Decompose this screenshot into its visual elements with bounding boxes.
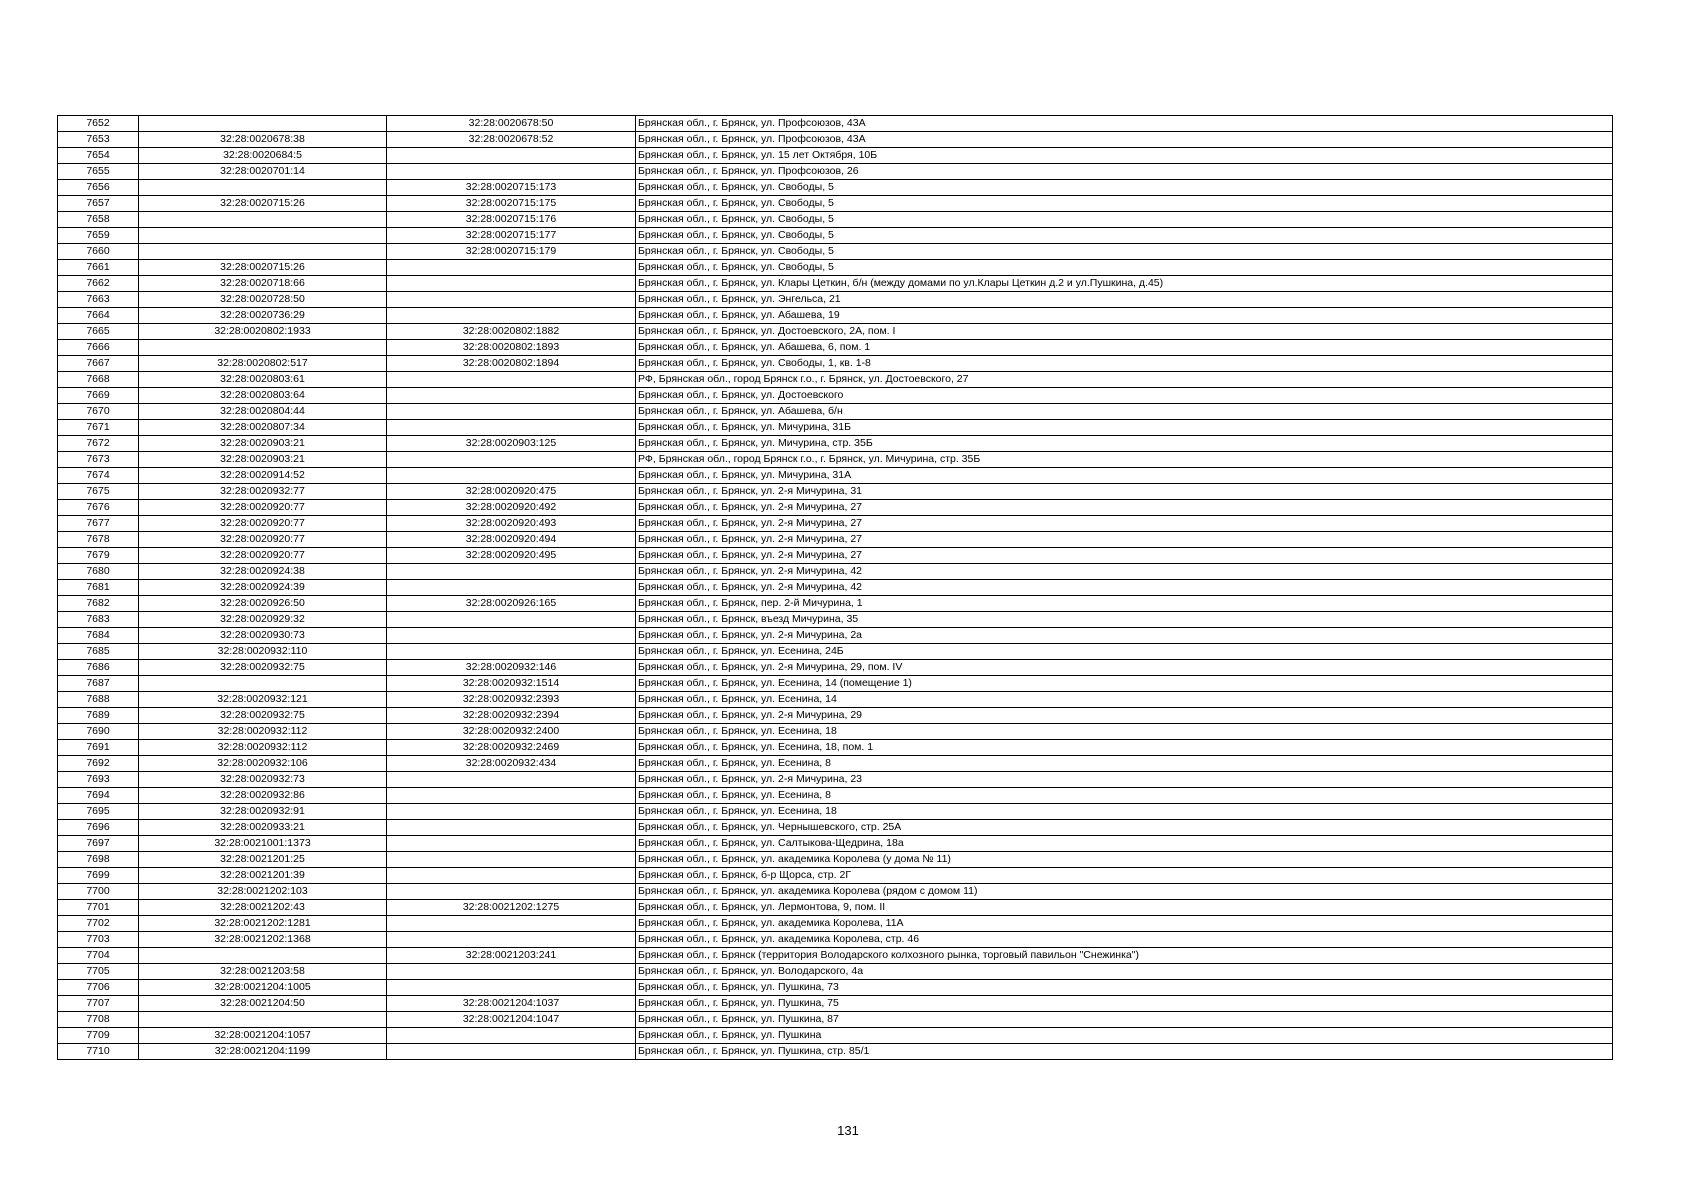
- object-cadastral-number-cell: 32:28:0020932:2393: [387, 692, 636, 708]
- address-cell: Брянская обл., г. Брянск, ул. Профсоюзов, 43А: [636, 132, 1613, 148]
- table-row: [58, 484, 1613, 500]
- cadastral-number-cell: [139, 244, 387, 260]
- cadastral-number-cell: 32:28:0021204:50: [139, 996, 387, 1012]
- table-row: [58, 692, 1613, 708]
- row-number-cell: 7685: [58, 644, 139, 660]
- table-row: [58, 228, 1613, 244]
- cadastral-number-cell: 32:28:0020804:44: [139, 404, 387, 420]
- row-number-cell: 7655: [58, 164, 139, 180]
- address-cell: Брянская обл., г. Брянск, ул. 2-я Мичурина, 27: [636, 516, 1613, 532]
- row-number-cell: 7690: [58, 724, 139, 740]
- table-row: [58, 420, 1613, 436]
- object-cadastral-number-cell: 32:28:0020932:2469: [387, 740, 636, 756]
- object-cadastral-number-cell: 32:28:0020802:1893: [387, 340, 636, 356]
- table-row: [58, 788, 1613, 804]
- row-number-cell: 7689: [58, 708, 139, 724]
- row-number-cell: 7710: [58, 1044, 139, 1060]
- object-cadastral-number-cell: [387, 580, 636, 596]
- cadastral-number-cell: 32:28:0020903:21: [139, 436, 387, 452]
- address-cell: Брянская обл., г. Брянск, ул. Пушкина, 73: [636, 980, 1613, 996]
- row-number-cell: 7684: [58, 628, 139, 644]
- address-cell: Брянская обл., г. Брянск, ул. Есенина, 8: [636, 788, 1613, 804]
- address-cell: Брянская обл., г. Брянск, ул. Салтыкова-Щедрина, 18а: [636, 836, 1613, 852]
- address-cell: Брянская обл., г. Брянск, ул. Есенина, 24Б: [636, 644, 1613, 660]
- row-number-cell: 7678: [58, 532, 139, 548]
- address-cell: Брянская обл., г. Брянск, ул. Достоевского: [636, 388, 1613, 404]
- row-number-cell: 7652: [58, 116, 139, 132]
- row-number-cell: 7677: [58, 516, 139, 532]
- table-row: [58, 308, 1613, 324]
- address-cell: Брянская обл., г. Брянск, ул. Чернышевского, стр. 25А: [636, 820, 1613, 836]
- table-row: [58, 180, 1613, 196]
- table-row: [58, 324, 1613, 340]
- row-number-cell: 7666: [58, 340, 139, 356]
- row-number-cell: 7686: [58, 660, 139, 676]
- cadastral-number-cell: 32:28:0021204:1005: [139, 980, 387, 996]
- table-row: [58, 132, 1613, 148]
- address-cell: Брянская обл., г. Брянск, ул. Пушкина: [636, 1028, 1613, 1044]
- cadastral-number-cell: 32:28:0020932:91: [139, 804, 387, 820]
- cadastral-number-cell: 32:28:0020715:26: [139, 196, 387, 212]
- table-row: [58, 340, 1613, 356]
- object-cadastral-number-cell: [387, 420, 636, 436]
- table-row: [58, 580, 1613, 596]
- table-row: [58, 708, 1613, 724]
- cadastral-number-cell: 32:28:0021204:1057: [139, 1028, 387, 1044]
- row-number-cell: 7663: [58, 292, 139, 308]
- object-cadastral-number-cell: 32:28:0020932:2400: [387, 724, 636, 740]
- cadastral-number-cell: [139, 676, 387, 692]
- table-row: [58, 532, 1613, 548]
- address-cell: Брянская обл., г. Брянск, ул. Есенина, 14: [636, 692, 1613, 708]
- cadastral-number-cell: 32:28:0021201:39: [139, 868, 387, 884]
- row-number-cell: 7699: [58, 868, 139, 884]
- table-row: [58, 740, 1613, 756]
- table-row: [58, 1044, 1613, 1060]
- address-cell: Брянская обл., г. Брянск, ул. Профсоюзов, 43А: [636, 116, 1613, 132]
- cadastral-number-cell: 32:28:0021201:25: [139, 852, 387, 868]
- cadastral-number-cell: 32:28:0020807:34: [139, 420, 387, 436]
- address-cell: Брянская обл., г. Брянск, ул. 2-я Мичурина, 29, пом. IV: [636, 660, 1613, 676]
- object-cadastral-number-cell: 32:28:0020932:146: [387, 660, 636, 676]
- table-row: [58, 660, 1613, 676]
- address-cell: Брянская обл., г. Брянск, ул. Абашева, 6, пом. 1: [636, 340, 1613, 356]
- row-number-cell: 7659: [58, 228, 139, 244]
- object-cadastral-number-cell: [387, 868, 636, 884]
- cadastral-number-cell: 32:28:0020684:5: [139, 148, 387, 164]
- address-cell: РФ, Брянская обл., город Брянск г.о., г. Брянск, ул. Достоевского, 27: [636, 372, 1613, 388]
- object-cadastral-number-cell: 32:28:0020920:495: [387, 548, 636, 564]
- row-number-cell: 7672: [58, 436, 139, 452]
- object-cadastral-number-cell: [387, 804, 636, 820]
- object-cadastral-number-cell: 32:28:0021204:1047: [387, 1012, 636, 1028]
- object-cadastral-number-cell: [387, 1044, 636, 1060]
- row-number-cell: 7700: [58, 884, 139, 900]
- cadastral-number-cell: 32:28:0020932:110: [139, 644, 387, 660]
- table-row: [58, 628, 1613, 644]
- table-row: [58, 276, 1613, 292]
- cadastral-number-cell: 32:28:0021204:1199: [139, 1044, 387, 1060]
- address-cell: Брянская обл., г. Брянск, ул. академика Королева, 11А: [636, 916, 1613, 932]
- object-cadastral-number-cell: [387, 564, 636, 580]
- cadastral-number-cell: 32:28:0021001:1373: [139, 836, 387, 852]
- table-row: [58, 1028, 1613, 1044]
- object-cadastral-number-cell: [387, 276, 636, 292]
- object-cadastral-number-cell: [387, 612, 636, 628]
- address-cell: Брянская обл., г. Брянск, ул. Есенина, 18, пом. 1: [636, 740, 1613, 756]
- object-cadastral-number-cell: 32:28:0021203:241: [387, 948, 636, 964]
- address-cell: Брянская обл., г. Брянск, ул. 2-я Мичурина, 27: [636, 548, 1613, 564]
- row-number-cell: 7670: [58, 404, 139, 420]
- table-row: [58, 212, 1613, 228]
- cadastral-number-cell: 32:28:0020678:38: [139, 132, 387, 148]
- table-body: [58, 116, 1613, 1060]
- object-cadastral-number-cell: [387, 308, 636, 324]
- cadastral-number-cell: [139, 340, 387, 356]
- cadastral-number-cell: 32:28:0021202:1281: [139, 916, 387, 932]
- row-number-cell: 7691: [58, 740, 139, 756]
- address-cell: Брянская обл., г. Брянск, ул. Свободы, 5: [636, 196, 1613, 212]
- row-number-cell: 7697: [58, 836, 139, 852]
- object-cadastral-number-cell: 32:28:0020920:475: [387, 484, 636, 500]
- table-row: [58, 932, 1613, 948]
- object-cadastral-number-cell: [387, 164, 636, 180]
- row-number-cell: 7695: [58, 804, 139, 820]
- row-number-cell: 7706: [58, 980, 139, 996]
- table-row: [58, 196, 1613, 212]
- row-number-cell: 7707: [58, 996, 139, 1012]
- cadastral-number-cell: 32:28:0020932:112: [139, 740, 387, 756]
- cadastral-number-cell: 32:28:0020932:86: [139, 788, 387, 804]
- row-number-cell: 7664: [58, 308, 139, 324]
- row-number-cell: 7698: [58, 852, 139, 868]
- object-cadastral-number-cell: [387, 372, 636, 388]
- address-cell: Брянская обл., г. Брянск, ул. Есенина, 14 (помещение 1): [636, 676, 1613, 692]
- address-cell: Брянская обл., г. Брянск, ул. Володарского, 4а: [636, 964, 1613, 980]
- address-cell: Брянская обл., г. Брянск, пер. 2-й Мичурина, 1: [636, 596, 1613, 612]
- cadastral-number-cell: 32:28:0020701:14: [139, 164, 387, 180]
- cadastral-number-cell: 32:28:0020932:73: [139, 772, 387, 788]
- table-row: [58, 452, 1613, 468]
- address-cell: Брянская обл., г. Брянск, ул. Профсоюзов, 26: [636, 164, 1613, 180]
- row-number-cell: 7667: [58, 356, 139, 372]
- row-number-cell: 7708: [58, 1012, 139, 1028]
- cadastral-number-cell: 32:28:0020718:66: [139, 276, 387, 292]
- object-cadastral-number-cell: 32:28:0020715:173: [387, 180, 636, 196]
- address-cell: Брянская обл., г. Брянск, ул. 2-я Мичурина, 2а: [636, 628, 1613, 644]
- address-cell: Брянская обл., г. Брянск, ул. 2-я Мичурина, 29: [636, 708, 1613, 724]
- object-cadastral-number-cell: [387, 932, 636, 948]
- address-cell: Брянская обл., г. Брянск, ул. 2-я Мичурина, 42: [636, 580, 1613, 596]
- address-cell: Брянская обл., г. Брянск, ул. Есенина, 18: [636, 724, 1613, 740]
- row-number-cell: 7702: [58, 916, 139, 932]
- table-row: [58, 980, 1613, 996]
- address-cell: Брянская обл., г. Брянск, б-р Щорса, стр. 2Г: [636, 868, 1613, 884]
- object-cadastral-number-cell: [387, 1028, 636, 1044]
- row-number-cell: 7676: [58, 500, 139, 516]
- address-cell: Брянская обл., г. Брянск, въезд Мичурина, 35: [636, 612, 1613, 628]
- table-row: [58, 372, 1613, 388]
- table-row: [58, 404, 1613, 420]
- cadastral-number-cell: 32:28:0020932:121: [139, 692, 387, 708]
- row-number-cell: 7682: [58, 596, 139, 612]
- table-row: [58, 772, 1613, 788]
- address-cell: Брянская обл., г. Брянск, ул. 2-я Мичурина, 23: [636, 772, 1613, 788]
- row-number-cell: 7704: [58, 948, 139, 964]
- object-cadastral-number-cell: [387, 148, 636, 164]
- table-row: [58, 996, 1613, 1012]
- cadastral-number-cell: 32:28:0020903:21: [139, 452, 387, 468]
- row-number-cell: 7669: [58, 388, 139, 404]
- row-number-cell: 7681: [58, 580, 139, 596]
- table-row: [58, 388, 1613, 404]
- cadastral-number-cell: [139, 212, 387, 228]
- cadastral-number-cell: 32:28:0020802:517: [139, 356, 387, 372]
- cadastral-number-cell: [139, 948, 387, 964]
- cadastral-number-cell: 32:28:0020932:75: [139, 708, 387, 724]
- address-cell: Брянская обл., г. Брянск, ул. Энгельса, 21: [636, 292, 1613, 308]
- row-number-cell: 7683: [58, 612, 139, 628]
- cadastral-number-cell: [139, 1012, 387, 1028]
- table-row: [58, 548, 1613, 564]
- cadastral-number-cell: 32:28:0020736:29: [139, 308, 387, 324]
- cadastral-number-cell: 32:28:0020932:112: [139, 724, 387, 740]
- object-cadastral-number-cell: 32:28:0020903:125: [387, 436, 636, 452]
- table-row: [58, 468, 1613, 484]
- cadastral-number-cell: [139, 116, 387, 132]
- address-cell: Брянская обл., г. Брянск, ул. Клары Цеткин, б/н (между домами по ул.Клары Цеткин д.2 и ул.Пушкина, д.45): [636, 276, 1613, 292]
- row-number-cell: 7692: [58, 756, 139, 772]
- address-cell: Брянская обл., г. Брянск (территория Володарского колхозного рынка, торговый павильон "Снежинка"): [636, 948, 1613, 964]
- object-cadastral-number-cell: 32:28:0020715:179: [387, 244, 636, 260]
- row-number-cell: 7675: [58, 484, 139, 500]
- cadastral-number-cell: 32:28:0021202:1368: [139, 932, 387, 948]
- page-number: 131: [837, 1123, 859, 1138]
- cadastral-number-cell: [139, 180, 387, 196]
- table-row: [58, 964, 1613, 980]
- cadastral-number-cell: 32:28:0021203:58: [139, 964, 387, 980]
- address-cell: Брянская обл., г. Брянск, ул. академика Королева, стр. 46: [636, 932, 1613, 948]
- object-cadastral-number-cell: 32:28:0020932:1514: [387, 676, 636, 692]
- object-cadastral-number-cell: [387, 388, 636, 404]
- address-cell: Брянская обл., г. Брянск, ул. Пушкина, стр. 85/1: [636, 1044, 1613, 1060]
- object-cadastral-number-cell: [387, 964, 636, 980]
- cadastral-number-cell: 32:28:0021202:43: [139, 900, 387, 916]
- object-cadastral-number-cell: 32:28:0020678:52: [387, 132, 636, 148]
- table-row: [58, 500, 1613, 516]
- address-cell: Брянская обл., г. Брянск, ул. 2-я Мичурина, 31: [636, 484, 1613, 500]
- cadastral-number-cell: 32:28:0020930:73: [139, 628, 387, 644]
- cadastral-number-cell: 32:28:0020929:32: [139, 612, 387, 628]
- table-row: [58, 564, 1613, 580]
- address-cell: Брянская обл., г. Брянск, ул. Свободы, 5: [636, 212, 1613, 228]
- row-number-cell: 7705: [58, 964, 139, 980]
- address-cell: Брянская обл., г. Брянск, ул. Мичурина, стр. 35Б: [636, 436, 1613, 452]
- row-number-cell: 7662: [58, 276, 139, 292]
- table-row: [58, 836, 1613, 852]
- object-cadastral-number-cell: 32:28:0020932:2394: [387, 708, 636, 724]
- cadastral-number-cell: 32:28:0020933:21: [139, 820, 387, 836]
- cadastral-number-cell: 32:28:0020920:77: [139, 532, 387, 548]
- address-cell: Брянская обл., г. Брянск, ул. 2-я Мичурина, 27: [636, 532, 1613, 548]
- table-row: [58, 356, 1613, 372]
- row-number-cell: 7674: [58, 468, 139, 484]
- object-cadastral-number-cell: [387, 468, 636, 484]
- address-cell: Брянская обл., г. Брянск, ул. Достоевского, 2А, пом. I: [636, 324, 1613, 340]
- address-cell: Брянская обл., г. Брянск, ул. Есенина, 8: [636, 756, 1613, 772]
- row-number-cell: 7665: [58, 324, 139, 340]
- address-cell: Брянская обл., г. Брянск, ул. 15 лет Октября, 10Б: [636, 148, 1613, 164]
- table-row: [58, 596, 1613, 612]
- row-number-cell: 7680: [58, 564, 139, 580]
- object-cadastral-number-cell: 32:28:0020920:492: [387, 500, 636, 516]
- object-cadastral-number-cell: [387, 404, 636, 420]
- row-number-cell: 7657: [58, 196, 139, 212]
- table-row: [58, 612, 1613, 628]
- object-cadastral-number-cell: [387, 884, 636, 900]
- address-cell: Брянская обл., г. Брянск, ул. Лермонтова, 9, пом. II: [636, 900, 1613, 916]
- table-row: [58, 820, 1613, 836]
- table-row: [58, 852, 1613, 868]
- table-row: [58, 884, 1613, 900]
- table-row: [58, 244, 1613, 260]
- cadastral-number-cell: 32:28:0021202:103: [139, 884, 387, 900]
- address-cell: Брянская обл., г. Брянск, ул. Свободы, 1, кв. 1-8: [636, 356, 1613, 372]
- row-number-cell: 7688: [58, 692, 139, 708]
- object-cadastral-number-cell: [387, 980, 636, 996]
- table-row: [58, 900, 1613, 916]
- address-cell: Брянская обл., г. Брянск, ул. Пушкина, 87: [636, 1012, 1613, 1028]
- row-number-cell: 7658: [58, 212, 139, 228]
- object-cadastral-number-cell: [387, 260, 636, 276]
- cadastral-number-cell: 32:28:0020715:26: [139, 260, 387, 276]
- cadastral-number-cell: 32:28:0020932:75: [139, 660, 387, 676]
- table-row: [58, 164, 1613, 180]
- address-cell: Брянская обл., г. Брянск, ул. академика Королева (рядом с домом 11): [636, 884, 1613, 900]
- cadastral-number-cell: 32:28:0020920:77: [139, 548, 387, 564]
- row-number-cell: 7671: [58, 420, 139, 436]
- row-number-cell: 7661: [58, 260, 139, 276]
- row-number-cell: 7673: [58, 452, 139, 468]
- row-number-cell: 7656: [58, 180, 139, 196]
- row-number-cell: 7687: [58, 676, 139, 692]
- cadastral-number-cell: 32:28:0020914:52: [139, 468, 387, 484]
- row-number-cell: 7654: [58, 148, 139, 164]
- object-cadastral-number-cell: 32:28:0020715:177: [387, 228, 636, 244]
- row-number-cell: 7668: [58, 372, 139, 388]
- address-cell: Брянская обл., г. Брянск, ул. Свободы, 5: [636, 244, 1613, 260]
- cadastral-number-cell: 32:28:0020926:50: [139, 596, 387, 612]
- cadastral-number-cell: 32:28:0020802:1933: [139, 324, 387, 340]
- table-row: [58, 436, 1613, 452]
- object-cadastral-number-cell: 32:28:0020715:175: [387, 196, 636, 212]
- row-number-cell: 7703: [58, 932, 139, 948]
- cadastral-number-cell: 32:28:0020920:77: [139, 516, 387, 532]
- table-row: [58, 516, 1613, 532]
- address-cell: Брянская обл., г. Брянск, ул. Абашева, 19: [636, 308, 1613, 324]
- cadastral-number-cell: 32:28:0020728:50: [139, 292, 387, 308]
- cadastral-number-cell: 32:28:0020920:77: [139, 500, 387, 516]
- row-number-cell: 7709: [58, 1028, 139, 1044]
- row-number-cell: 7696: [58, 820, 139, 836]
- table-row: [58, 260, 1613, 276]
- address-cell: Брянская обл., г. Брянск, ул. Пушкина, 75: [636, 996, 1613, 1012]
- cadastral-number-cell: 32:28:0020803:64: [139, 388, 387, 404]
- object-cadastral-number-cell: 32:28:0020926:165: [387, 596, 636, 612]
- object-cadastral-number-cell: 32:28:0021202:1275: [387, 900, 636, 916]
- table-row: [58, 1012, 1613, 1028]
- table-row: [58, 916, 1613, 932]
- address-cell: Брянская обл., г. Брянск, ул. Есенина, 18: [636, 804, 1613, 820]
- table-row: [58, 948, 1613, 964]
- object-cadastral-number-cell: 32:28:0020920:493: [387, 516, 636, 532]
- object-cadastral-number-cell: 32:28:0020802:1894: [387, 356, 636, 372]
- cadastral-number-cell: 32:28:0020803:61: [139, 372, 387, 388]
- table-row: [58, 644, 1613, 660]
- object-cadastral-number-cell: 32:28:0020715:176: [387, 212, 636, 228]
- table-row: [58, 676, 1613, 692]
- row-number-cell: 7701: [58, 900, 139, 916]
- cadastral-number-cell: 32:28:0020924:39: [139, 580, 387, 596]
- address-cell: Брянская обл., г. Брянск, ул. Абашева, б/н: [636, 404, 1613, 420]
- address-cell: Брянская обл., г. Брянск, ул. Мичурина, 31Б: [636, 420, 1613, 436]
- row-number-cell: 7653: [58, 132, 139, 148]
- object-cadastral-number-cell: [387, 292, 636, 308]
- table-row: [58, 116, 1613, 132]
- object-cadastral-number-cell: [387, 644, 636, 660]
- object-cadastral-number-cell: 32:28:0020802:1882: [387, 324, 636, 340]
- table-row: [58, 148, 1613, 164]
- row-number-cell: 7679: [58, 548, 139, 564]
- object-cadastral-number-cell: [387, 836, 636, 852]
- table-row: [58, 804, 1613, 820]
- address-cell: Брянская обл., г. Брянск, ул. 2-я Мичурина, 42: [636, 564, 1613, 580]
- property-table: [57, 115, 1613, 1060]
- object-cadastral-number-cell: [387, 852, 636, 868]
- row-number-cell: 7694: [58, 788, 139, 804]
- address-cell: Брянская обл., г. Брянск, ул. Мичурина, 31А: [636, 468, 1613, 484]
- address-cell: Брянская обл., г. Брянск, ул. Свободы, 5: [636, 180, 1613, 196]
- address-cell: РФ, Брянская обл., город Брянск г.о., г. Брянск, ул. Мичурина, стр. 35Б: [636, 452, 1613, 468]
- object-cadastral-number-cell: [387, 788, 636, 804]
- address-cell: Брянская обл., г. Брянск, ул. Свободы, 5: [636, 260, 1613, 276]
- object-cadastral-number-cell: 32:28:0021204:1037: [387, 996, 636, 1012]
- table-row: [58, 756, 1613, 772]
- object-cadastral-number-cell: 32:28:0020932:434: [387, 756, 636, 772]
- row-number-cell: 7660: [58, 244, 139, 260]
- object-cadastral-number-cell: [387, 820, 636, 836]
- cadastral-number-cell: [139, 228, 387, 244]
- object-cadastral-number-cell: 32:28:0020920:494: [387, 532, 636, 548]
- cadastral-number-cell: 32:28:0020932:106: [139, 756, 387, 772]
- object-cadastral-number-cell: [387, 452, 636, 468]
- table-row: [58, 868, 1613, 884]
- table-row: [58, 292, 1613, 308]
- object-cadastral-number-cell: [387, 628, 636, 644]
- address-cell: Брянская обл., г. Брянск, ул. академика Королева (у дома № 11): [636, 852, 1613, 868]
- object-cadastral-number-cell: [387, 772, 636, 788]
- row-number-cell: 7693: [58, 772, 139, 788]
- object-cadastral-number-cell: 32:28:0020678:50: [387, 116, 636, 132]
- table-row: [58, 724, 1613, 740]
- address-cell: Брянская обл., г. Брянск, ул. Свободы, 5: [636, 228, 1613, 244]
- object-cadastral-number-cell: [387, 916, 636, 932]
- address-cell: Брянская обл., г. Брянск, ул. 2-я Мичурина, 27: [636, 500, 1613, 516]
- cadastral-number-cell: 32:28:0020932:77: [139, 484, 387, 500]
- cadastral-number-cell: 32:28:0020924:38: [139, 564, 387, 580]
